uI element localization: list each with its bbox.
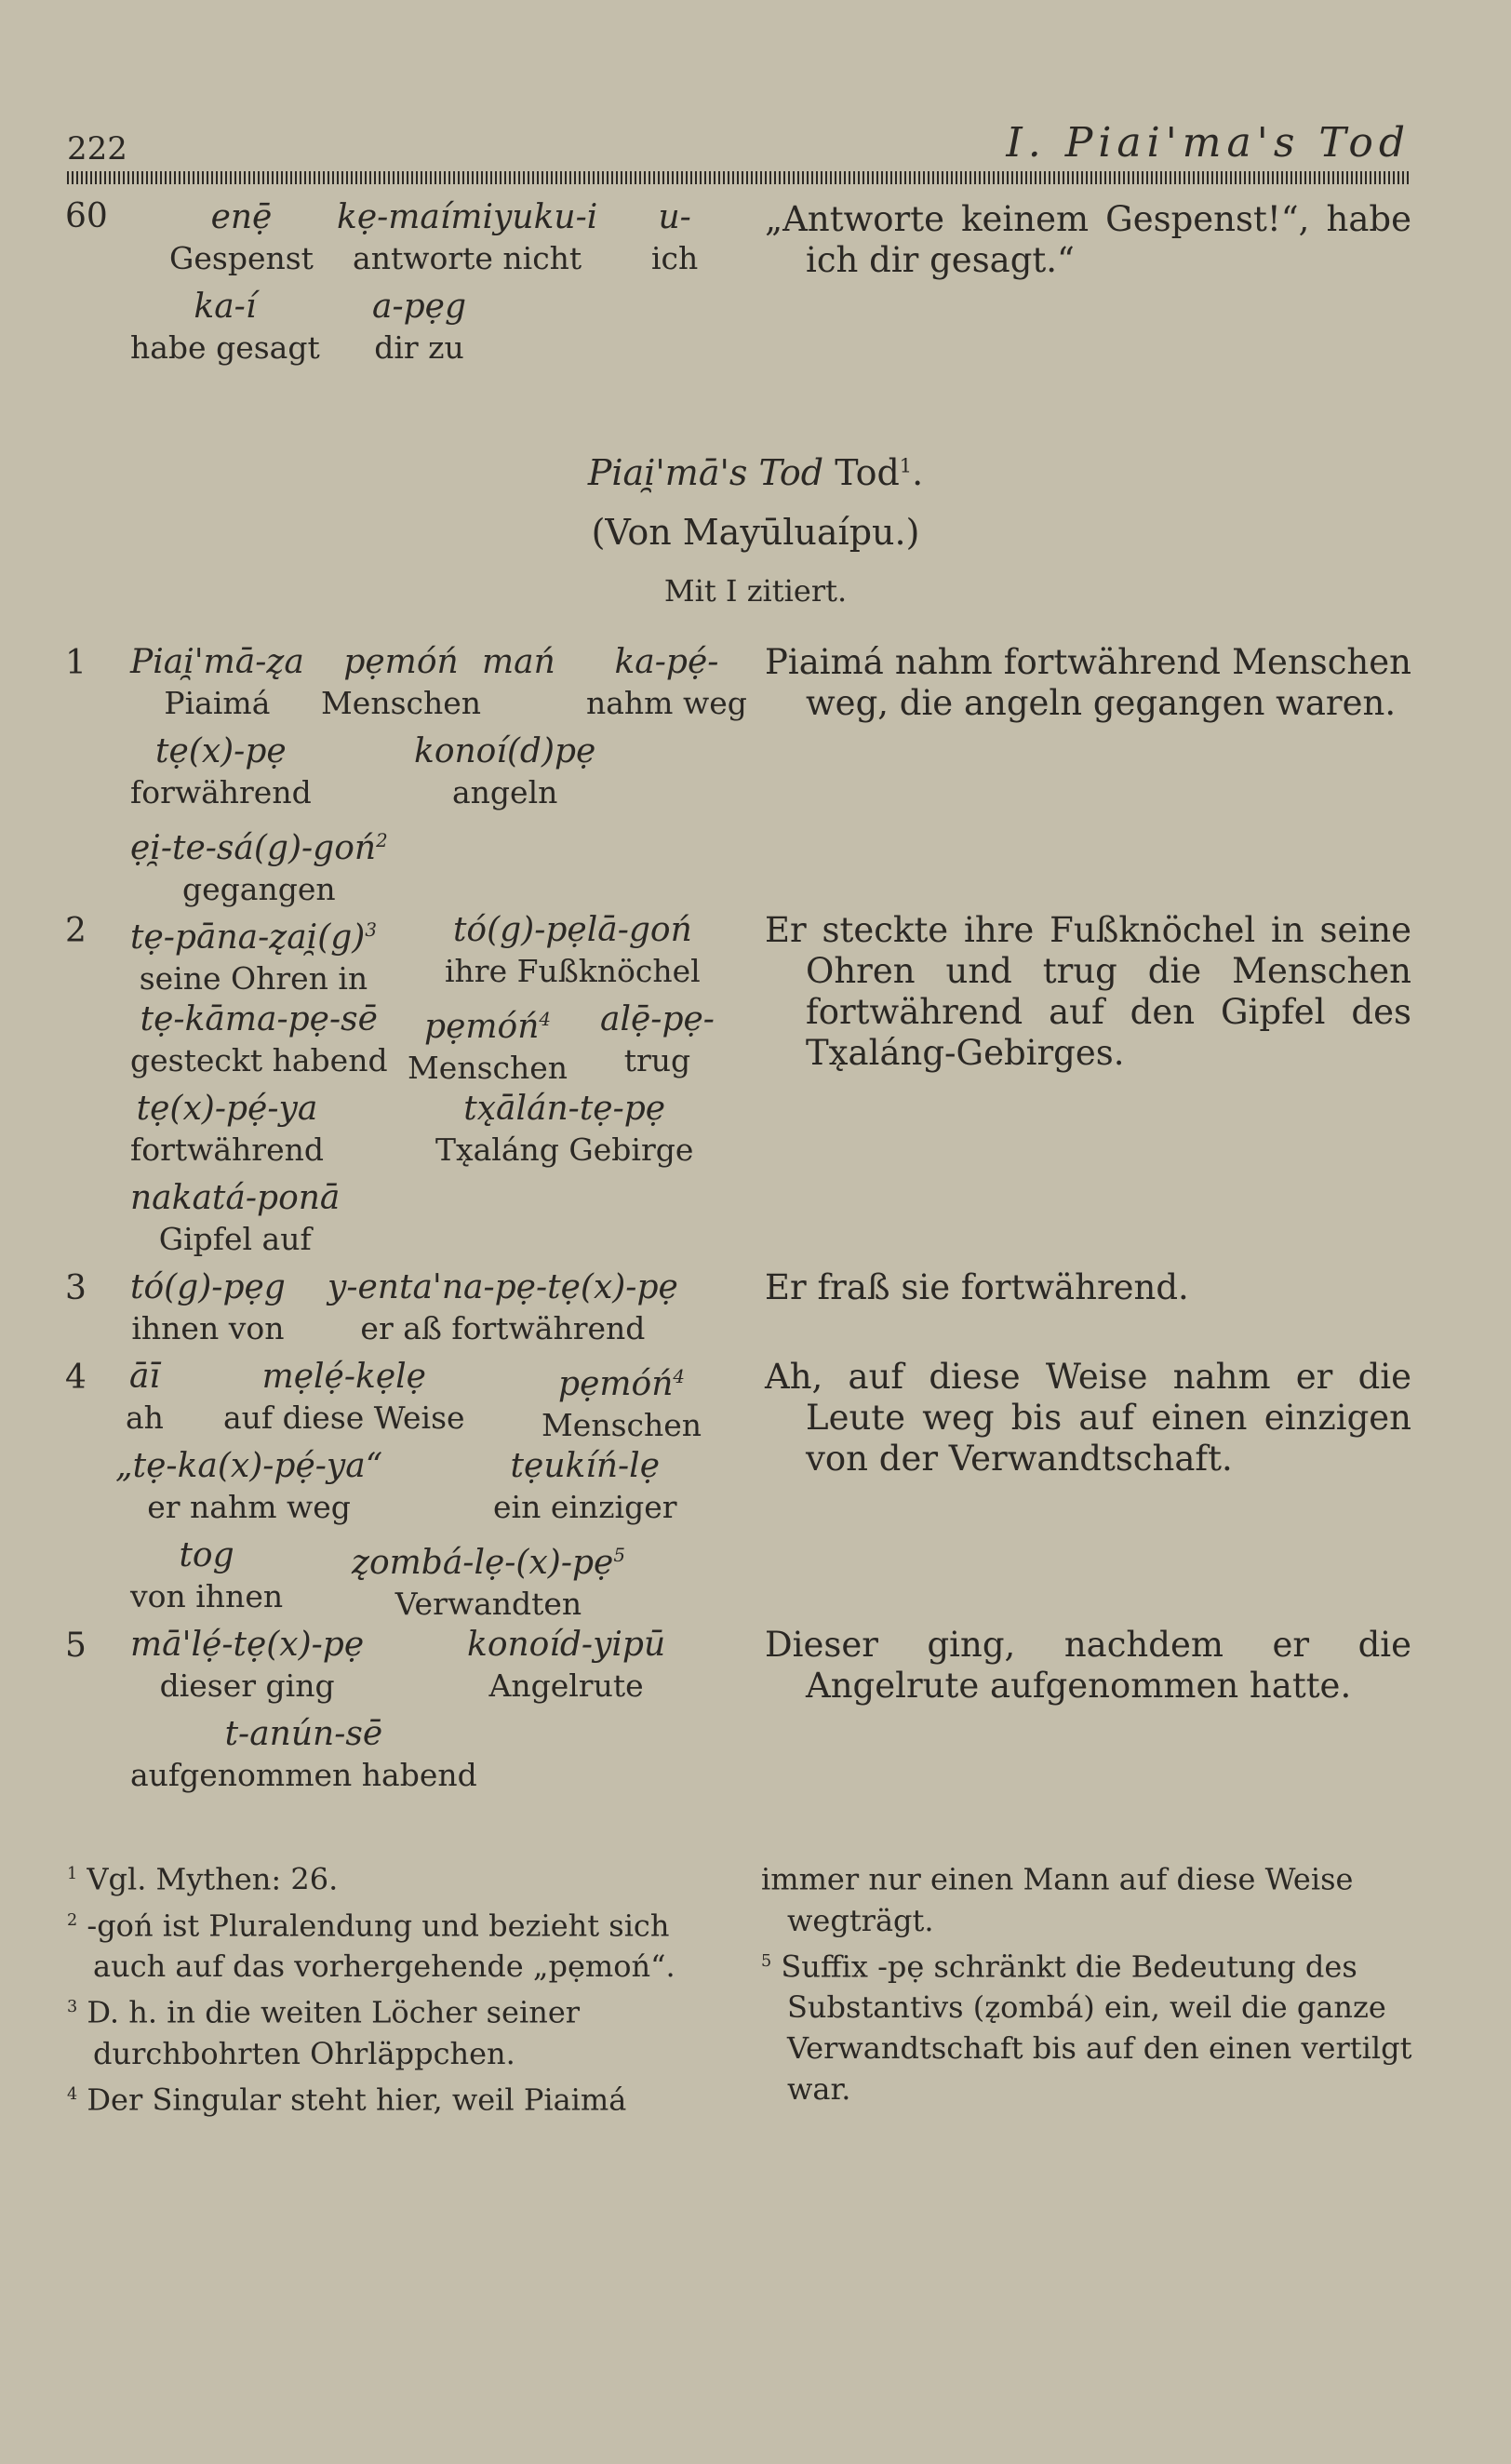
footnote: $^1$ Vgl. Mythen: 26. (67, 1861, 339, 1897)
gloss: aufgenommen habend (130, 1757, 477, 1793)
native-word: tẹ(x)-pẹ́-ya (136, 1090, 318, 1128)
header-rule (67, 171, 1411, 184)
word-pair (115, 1446, 382, 1528)
translation (765, 1357, 1411, 1480)
gloss: er aß fortwährend (360, 1310, 646, 1346)
word-pair (542, 1357, 702, 1446)
translation (765, 199, 1411, 281)
word-pair (130, 910, 377, 999)
native-word: mań (482, 643, 555, 681)
native-word: u- (658, 198, 691, 236)
word-pair (435, 1089, 693, 1171)
footnote: $^2$ -goń ist Pluralendung und bezieht sich auch auf das vorhergehende „pẹmoń“. (67, 1908, 675, 1985)
translation (765, 910, 1411, 1074)
word-pair (337, 197, 597, 279)
gloss: Angelrute (488, 1667, 644, 1704)
native-word: enẹ̄ (210, 198, 273, 236)
gloss: Verwandten (394, 1586, 582, 1622)
native-word: tó(g)-pẹg (130, 1268, 286, 1306)
page-number: 222 (67, 130, 127, 167)
gloss: auf diese Weise (223, 1399, 465, 1436)
native-word: tẹukíń-lẹ (510, 1447, 660, 1485)
footnote: $^3$ D. h. in die weiten Löcher seiner durchbohrten Ohrläppchen. (67, 1994, 581, 2071)
word-pair (600, 999, 715, 1081)
word-pair (130, 1535, 283, 1617)
word-pair (408, 999, 568, 1089)
word-pair (130, 287, 320, 368)
word-pair (586, 642, 747, 724)
gloss: gesteckt habend (130, 1042, 388, 1078)
verse-number: 4 (65, 1359, 87, 1397)
gloss: Gespenst (169, 240, 314, 276)
native-word: mā'lẹ́-tẹ(x)-pẹ (130, 1626, 365, 1664)
gloss: dieser ging (159, 1667, 335, 1704)
word-pair (126, 1357, 164, 1439)
section-source: (Von Mayūluaípu.) (591, 512, 920, 553)
footnote-ref: 1 (899, 454, 913, 477)
gloss: trug (623, 1042, 691, 1078)
verse-number: 3 (65, 1269, 87, 1307)
word-pair (169, 197, 314, 279)
gloss: Menschen (542, 1407, 702, 1443)
gloss: Menschen (321, 685, 482, 721)
translation-text: „Antworte keinem Gespenst!“, habe ich dir gesagt.“ (765, 199, 1411, 280)
line-number: 60 (65, 197, 108, 235)
word-pair (130, 731, 312, 813)
native-word: y-enta'na-pẹ-tẹ(x)-pẹ (328, 1268, 678, 1306)
native-word: t-anún-sē (224, 1715, 383, 1753)
native-word: mẹlẹ́-kẹlẹ (261, 1358, 426, 1396)
word-pair (445, 910, 701, 992)
gloss: fortwährend (130, 1132, 324, 1168)
gloss: habe gesagt (130, 329, 320, 366)
translation (765, 1625, 1411, 1707)
word-pair (321, 642, 481, 724)
native-word: tẹ-kāma-pẹ-sē (140, 1000, 378, 1038)
translation-text: Ah, auf diese Weise nahm er die Leute weg bis auf einen einzigen von der Verwandtschaft. (765, 1357, 1411, 1479)
word-pair (493, 1446, 677, 1528)
native-word: tog (179, 1536, 234, 1574)
native-word: konoí(d)pẹ (414, 732, 596, 770)
native-word: nakatá-ponā (130, 1179, 341, 1217)
verse-number: 2 (65, 912, 87, 950)
word-pair (130, 642, 304, 724)
translation-text: Piaimá nahm fortwährend Menschen weg, die angeln gegangen waren. (765, 642, 1411, 723)
word-pair (130, 1089, 324, 1171)
translation-text: Dieser ging, nachdem er die Angelrute aufgenommen hatte. (765, 1625, 1411, 1706)
native-word: z̨ombá-lẹ-(x)-pẹ$^5$ (352, 1544, 625, 1582)
native-word: tẹ(x)-pẹ (155, 732, 287, 770)
section-title-text: Piai̯'mā's Tod (587, 452, 824, 493)
gloss: von ihnen (130, 1578, 284, 1614)
native-word: a-pẹg (372, 288, 467, 326)
native-word: āī (128, 1358, 160, 1396)
word-pair (328, 1267, 678, 1349)
gloss: dir zu (374, 329, 464, 366)
section-title: Piai̯'mā's Tod Tod$^1$. (587, 452, 924, 493)
gloss: seine Ohren in (139, 960, 368, 997)
native-word: „tẹ-ka(x)-pẹ́-ya“ (115, 1447, 383, 1485)
word-pair (130, 1178, 340, 1260)
native-word: pẹmóń$^4$ (558, 1365, 685, 1403)
word-pair (467, 1625, 665, 1707)
native-word: konoíd-yipū (467, 1626, 666, 1664)
native-word: kẹ-maímiyuku-i (337, 198, 598, 236)
verse-number: 1 (65, 644, 87, 682)
translation (765, 642, 1411, 724)
word-pair (482, 642, 555, 683)
native-word: ẹi̯-te-sá(g)-goń$^2$ (130, 829, 388, 867)
word-pair (130, 1267, 286, 1349)
gloss: angeln (451, 774, 558, 810)
word-pair (130, 1625, 364, 1707)
gloss: gegangen (182, 871, 336, 907)
native-word: tx̨ālán-tẹ-pẹ (463, 1090, 666, 1128)
translation (765, 1267, 1411, 1308)
native-word: tó(g)-pẹlā-goń (452, 911, 692, 949)
word-pair (414, 731, 595, 813)
word-pair (130, 821, 388, 910)
word-pair (651, 197, 698, 279)
footnote: $^5$ Suffix -pẹ schränkt die Bedeutung des Substantivs (z̨ombá) ein, weil die ganze Verwandtschaft bis auf den einen vertilgt war. (761, 1948, 1412, 2108)
footnotes-right (761, 1854, 1412, 2109)
word-pair (352, 1535, 625, 1625)
gloss: er nahm weg (147, 1489, 351, 1525)
translation-text: Er fraß sie fortwährend. (765, 1267, 1189, 1307)
gloss: Piaimá (164, 685, 271, 721)
word-pair (223, 1357, 465, 1439)
native-word: ka-í (194, 288, 257, 326)
footnote: $^4$ Der Singular steht hier, weil Piaimá (67, 2082, 627, 2118)
native-word: Piai̯'mā-z̨a (130, 643, 304, 681)
word-pair (130, 1714, 477, 1796)
gloss: ihnen von (131, 1310, 285, 1346)
section-cited: Mit I zitiert. (663, 573, 848, 609)
footnote: immer nur einen Mann auf diese Weise wegträgt. (761, 1861, 1354, 1938)
native-word: pẹmóń (343, 643, 459, 681)
gloss: nahm weg (586, 685, 747, 721)
native-word: $tẹ-pāna-z̨ai̯(g)^3$ (130, 918, 377, 957)
verse-number: 5 (65, 1627, 87, 1665)
word-pair (130, 999, 388, 1081)
gloss: ich (651, 240, 699, 276)
gloss: Tx̨aláng Gebirge (435, 1132, 694, 1168)
running-title: I. Piai'ma's Tod (1006, 119, 1411, 167)
gloss: Menschen (408, 1050, 568, 1086)
native-word: ka-pẹ́- (614, 643, 719, 681)
translation-text: Er steckte ihre Fußknöchel in seine Ohren und trug die Menschen fortwährend auf den Gipfel des Tx̨aláng-Gebirges. (765, 910, 1411, 1073)
word-pair (372, 287, 466, 368)
native-word: alẹ̄-pẹ- (600, 1000, 715, 1038)
gloss: ah (126, 1399, 164, 1436)
footnotes-left (67, 1854, 718, 2121)
gloss: Gipfel auf (158, 1221, 312, 1257)
gloss: forwährend (130, 774, 312, 810)
gloss: ihre Fußknöchel (445, 953, 701, 989)
gloss: antworte nicht (353, 240, 582, 276)
native-word: pẹmóń$^4$ (424, 1008, 551, 1046)
gloss: ein einziger (493, 1489, 677, 1525)
